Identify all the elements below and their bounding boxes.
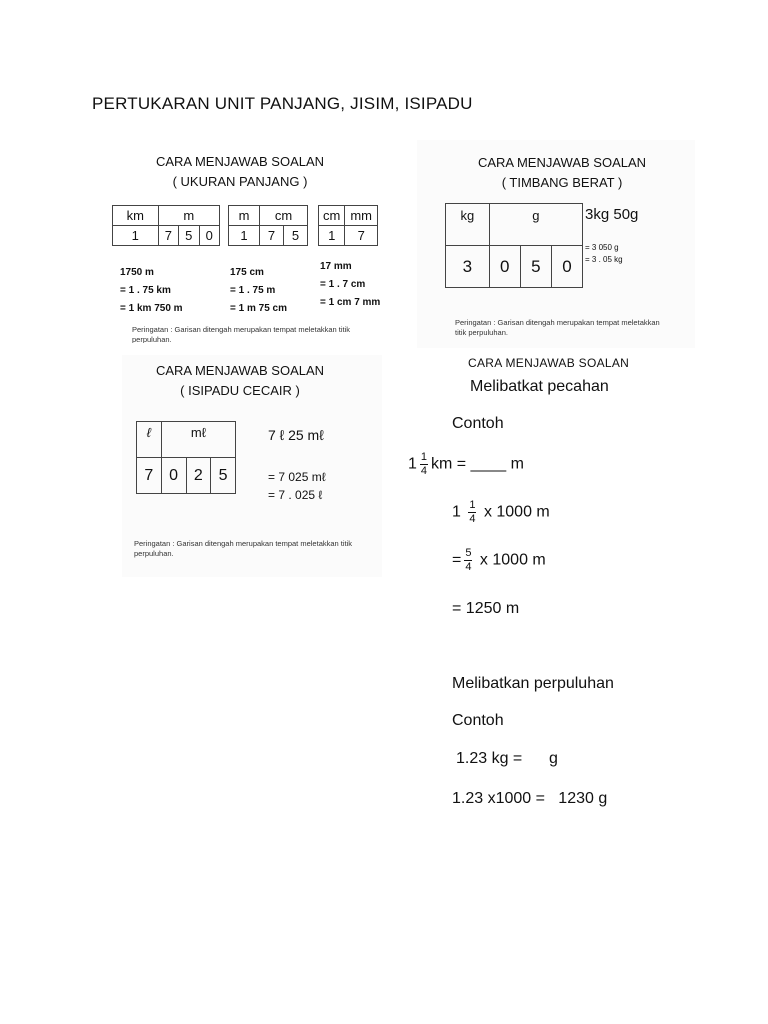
example-label: Contoh [452,712,504,729]
cm-mm-table [318,205,378,246]
panel-length [110,150,400,345]
weight-conversion [585,242,623,266]
table-cell: 5 [520,246,551,288]
volume-conversion [268,468,326,504]
l-ml-table [136,421,236,494]
cm-header: cm [319,206,345,226]
table-cell: 5 [179,226,199,246]
conversion-line: = 3 050 g [585,243,619,252]
table-cell: 7 [345,226,378,246]
numerator: 5 [465,547,472,559]
table-cell: 0 [551,246,582,288]
example-km [120,264,183,318]
m-header: m [158,206,219,226]
decimal-answer: 1.23 x1000 = 1230 g [452,790,608,807]
table-cell: 7 [137,458,162,494]
denominator: 4 [469,513,476,525]
table-cell: 5 [283,226,307,246]
fraction-question [408,452,524,477]
panel-volume-heading: CARA MENJAWAB SOALAN [155,363,325,378]
mm-header: mm [345,206,378,226]
km-header: km [113,206,159,226]
panel-volume [122,355,382,577]
example-line: = 1 . 7 cm [320,279,366,290]
denominator: 4 [465,561,472,573]
panel-length-subheading: ( UKURAN PANJANG ) [172,174,308,189]
numerator: 1 [420,451,428,463]
millilitre-header: mℓ [161,422,235,458]
table-cell: 7 [158,226,178,246]
fraction-answer: = 1250 m [452,600,520,617]
note-text: Peringatan : Garisan ditengah merupakan tempat meletakkan titik perpuluhan. [134,539,353,558]
whole-number: 1 [408,455,417,473]
panel-length-heading: CARA MENJAWAB SOALAN [155,154,325,169]
volume-value: 7 ℓ 25 mℓ [268,427,324,443]
table-cell: 5 [211,458,236,494]
question-rest: km = ____ m [431,455,524,473]
table-cell: 0 [161,458,186,494]
panel-weight-subheading: ( TIMBANG BERAT ) [501,175,623,190]
m-header: m [229,206,260,226]
example-line: = 1 m 75 cm [230,303,287,314]
panel-weight [417,140,695,348]
table-cell: 2 [186,458,211,494]
table-cell: 1 [229,226,260,246]
litre-header: ℓ [137,422,162,458]
example-line: = 1 cm 7 mm [320,297,381,308]
cm-header: cm [259,206,307,226]
example-line: 1750 m [120,267,154,278]
fraction [420,452,428,477]
denominator: 4 [420,465,428,477]
panel-volume-subheading: ( ISIPADU CECAIR ) [180,383,300,398]
example-line: 175 cm [230,267,264,278]
km-m-table [112,205,220,246]
numerator: 1 [469,499,476,511]
table-cell: 0 [199,226,220,246]
table-cell: 7 [259,226,283,246]
g-header: g [489,204,582,246]
example-line: 17 mm [320,261,352,272]
page-title: PERTUKARAN UNIT PANJANG, JISIM, ISIPADU [92,94,473,113]
fraction [468,500,476,525]
step-rest: x 1000 m [483,503,550,521]
m-cm-table [228,205,308,246]
example-mm [320,258,380,312]
note-text: Peringatan : Garisan ditengah merupakan tempat meletakkan titik perpuluhan. [132,325,351,343]
equals-sign: = [452,551,462,569]
table-cell: 0 [489,246,520,288]
right-heading: CARA MENJAWAB SOALAN [468,356,630,370]
note-text: Peringatan : Garisan ditengah merupakan tempat meletakkan titik perpuluhan. [455,318,660,337]
example-line: = 1 . 75 m [230,285,276,296]
kg-g-table [445,203,583,288]
weight-value: 3kg 50g [585,206,639,223]
table-cell: 1 [319,226,345,246]
decimal-subheading: Melibatkan perpuluhan [452,675,614,692]
decimal-question: 1.23 kg = g [456,750,558,767]
kg-header: kg [446,204,490,246]
conversion-line: = 7 . 025 ℓ [268,488,323,502]
step-rest: x 1000 m [479,551,546,569]
panel-weight-heading: CARA MENJAWAB SOALAN [477,155,647,170]
fraction [464,548,472,573]
example-line: = 1 km 750 m [120,303,183,314]
table-cell: 3 [446,246,490,288]
conversion-line: = 7 025 mℓ [268,470,326,484]
fraction-step-2 [452,548,546,573]
fraction-step-1 [452,500,550,525]
fraction-subheading: Melibatkat pecahan [470,378,609,395]
table-cell: 1 [113,226,159,246]
example-cm [230,264,287,318]
example-line: = 1 . 75 km [120,285,171,296]
conversion-line: = 3 . 05 kg [585,255,623,264]
example-label: Contoh [452,415,504,432]
whole-number: 1 [452,503,461,521]
